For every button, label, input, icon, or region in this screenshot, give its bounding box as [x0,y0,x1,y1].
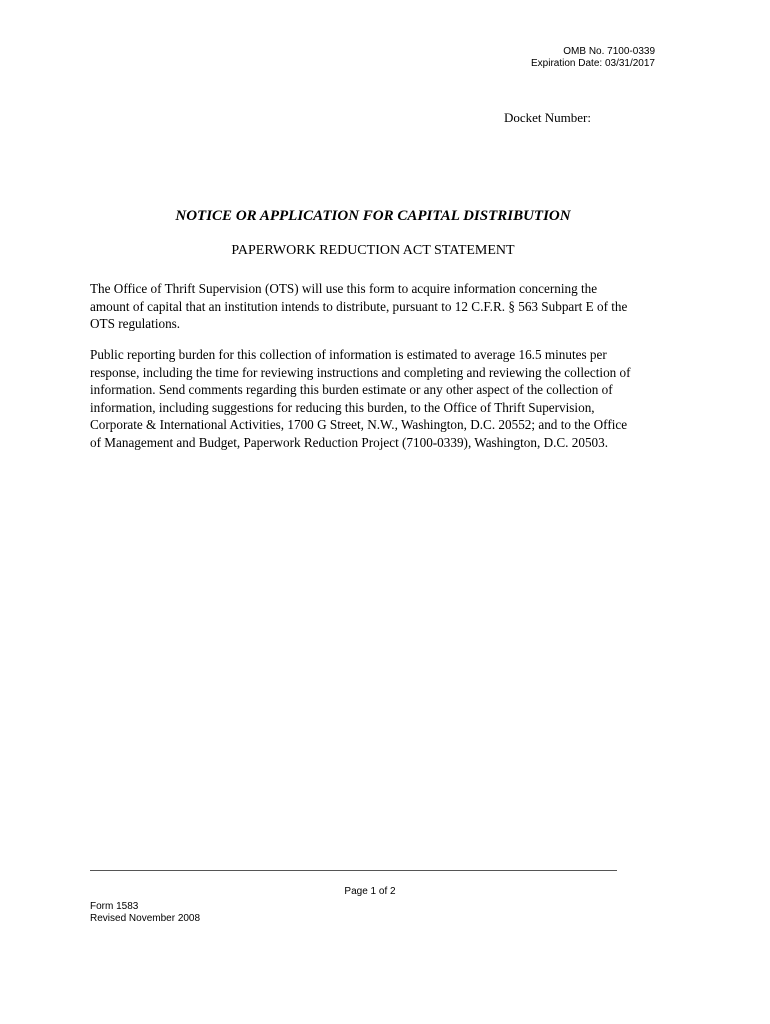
document-title: NOTICE OR APPLICATION FOR CAPITAL DISTRIBUTION [175,208,571,224]
form-number: Form 1583 [90,901,139,912]
paragraph-burden: Public reporting burden for this collection of information is estimated to average 16.5 minutes per response, including the time for reviewing instructions and completing and reviewing the collection of information. Send comments regarding this burden estimate or any other aspect of the collection of information, including suggestions for reducing this burden, to the Office of Thrift Supervision, Corporate & International Activities, 1700 G Street, N.W., Washington, D.C. 20552; and to the Office of Management and Budget, Paperwork Reduction Project (7100-0339), Washington, D.C. 20503. [90,347,631,450]
form-info [90,901,200,925]
omb-number: OMB No. 7100-0339 [563,46,655,57]
page-number: Page 1 of 2 [344,886,396,897]
docket-number-label: Docket Number: [504,110,592,125]
omb-info [531,46,655,70]
paragraph-purpose: The Office of Thrift Supervision (OTS) will use this form to acquire information concerning the amount of capital that an institution intends to distribute, pursuant to 12 C.F.R. § 563 Subpart E of the OTS regulations. [90,281,628,331]
revision-date: Revised November 2008 [90,913,201,924]
footer-divider [90,870,617,871]
document-subtitle: PAPERWORK REDUCTION ACT STATEMENT [231,243,515,258]
expiration-date: Expiration Date: 03/31/2017 [531,58,655,69]
